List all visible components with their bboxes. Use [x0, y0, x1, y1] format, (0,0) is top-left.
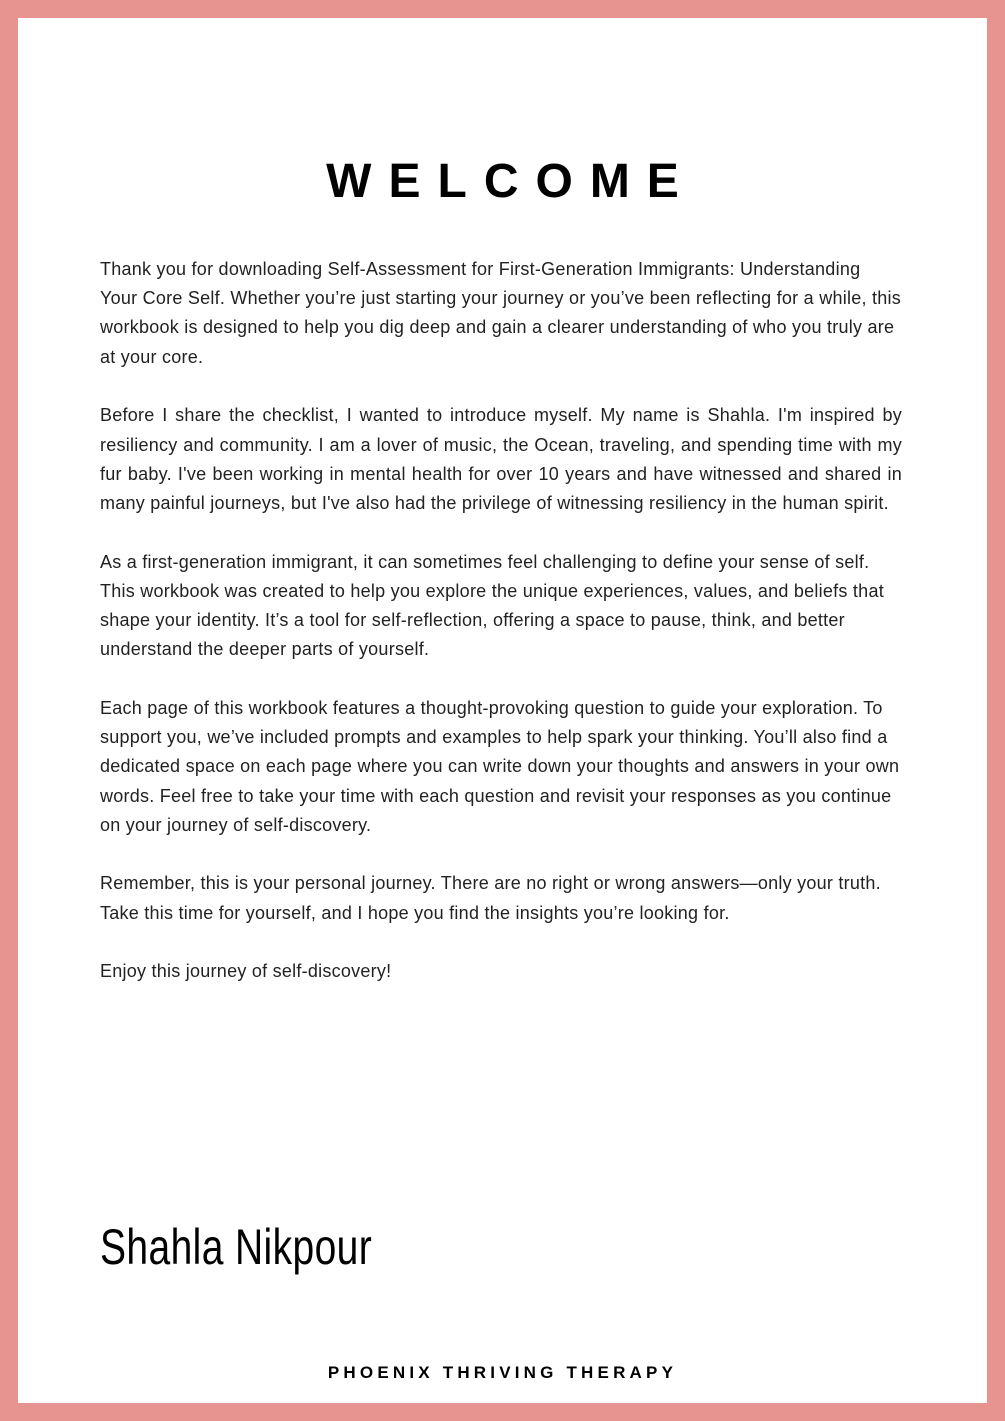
- paragraph-how-to-use: Each page of this workbook features a thought-provoking question to guide your exploration. To support you, we’ve included prompts and examples to help spark your thinking. You’ll also find a dedicated space on each page where you can write down your thoughts and answers in your own words. Feel free to take your time with each question and revisit your responses as you continue on your journey of self-discovery.: [100, 697, 900, 835]
- document-page: [18, 18, 987, 1403]
- paragraph-reminder: Remember, this is your personal journey. There are no right or wrong answers—only your truth. Take this time for yourself, and I hope you find the insights you’re looking for.: [100, 873, 881, 923]
- brand-footer: PHOENIX THRIVING THERAPY: [327, 1363, 678, 1382]
- page-title: WELCOME: [326, 155, 696, 208]
- paragraph-purpose: As a first-generation immigrant, it can sometimes feel challenging to define your sense of self. This workbook was created to help you explore the unique experiences, values, and beliefs that shape your identity. It’s a tool for self-reflection, offering a space to pause, think, and better understand the deeper parts of yourself.: [100, 551, 884, 660]
- welcome-letter-body: [100, 255, 902, 1016]
- paragraph-about-author: Before I share the checklist, I wanted to introduce myself. My name is Shahla. I'm inspired by resiliency and community. I am a lover of music, the Ocean, traveling, and spending time with my fur baby. I've been working in mental health for over 10 years and have witnessed and shared in many painful journeys, but I've also had the privilege of witnessing resiliency in the human spirit.: [100, 405, 902, 513]
- author-signature: Shahla Nikpour: [100, 1219, 373, 1275]
- paragraph-closing: Enjoy this journey of self-discovery!: [100, 961, 392, 982]
- paragraph-intro: Thank you for downloading Self-Assessment for First-Generation Immigrants: Understanding Your Core Self. Whether you’re just starting your journey or you’ve been reflecting for a while, this workbook is designed to help you dig deep and gain a clearer understanding of who you truly are at your core.: [100, 259, 901, 367]
